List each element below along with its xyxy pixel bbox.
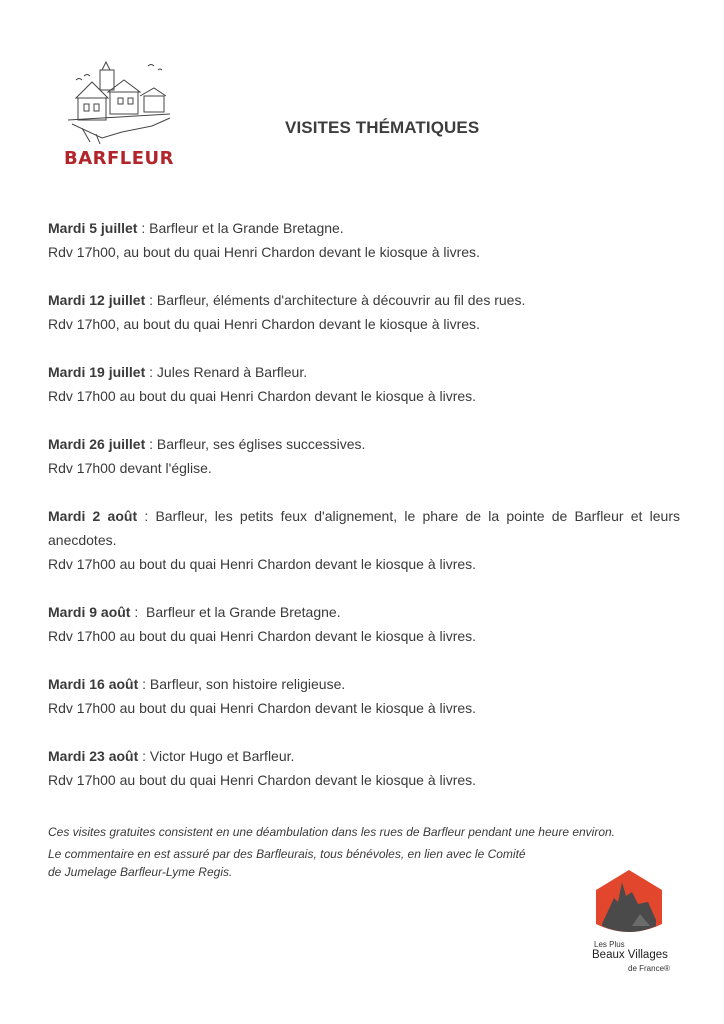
event-topic: : Victor Hugo et Barfleur.	[138, 748, 295, 764]
event-item	[48, 432, 680, 480]
event-item	[48, 744, 680, 792]
logo-line: de France®	[628, 964, 670, 973]
event-date: Mardi 19 juillet	[48, 364, 146, 380]
event-rdv: Rdv 17h00, au bout du quai Henri Chardon devant le kiosque à livres.	[48, 316, 480, 332]
event-rdv: Rdv 17h00 au bout du quai Henri Chardon devant le kiosque à livres.	[48, 556, 477, 572]
plus-beaux-villages-logo	[584, 868, 674, 978]
event-topic: : Barfleur, son histoire religieuse.	[138, 676, 346, 692]
event-rdv: Rdv 17h00 au bout du quai Henri Chardon devant le kiosque à livres.	[48, 388, 477, 404]
event-date: Mardi 26 juillet	[48, 436, 146, 452]
event-topic: : Barfleur, les petits feux d'alignement, le phare de la pointe de Barfleur et leurs anecdotes.	[48, 508, 680, 548]
village-emblem-icon	[592, 868, 666, 938]
event-date: Mardi 12 juillet	[48, 292, 146, 308]
harbor-sketch-icon	[62, 58, 174, 146]
event-topic: : Barfleur et la Grande Bretagne.	[137, 220, 344, 236]
event-rdv: Rdv 17h00 au bout du quai Henri Chardon devant le kiosque à livres.	[48, 772, 477, 788]
event-item	[48, 216, 680, 264]
logo-text: BARFLEUR	[63, 148, 175, 169]
event-topic: : Barfleur, éléments d'architecture à découvrir au fil des rues.	[145, 292, 526, 308]
event-rdv: Rdv 17h00 au bout du quai Henri Chardon devant le kiosque à livres.	[48, 700, 477, 716]
logo-line: Beaux Villages	[592, 949, 668, 961]
footnote-line: de Jumelage Barfleur-Lyme Regis.	[48, 865, 233, 879]
event-rdv: Rdv 17h00 au bout du quai Henri Chardon devant le kiosque à livres.	[48, 628, 477, 644]
event-rdv: Rdv 17h00 devant l'église.	[48, 460, 212, 476]
event-item	[48, 600, 680, 648]
event-topic: : Jules Renard à Barfleur.	[145, 364, 308, 380]
event-rdv: Rdv 17h00, au bout du quai Henri Chardon devant le kiosque à livres.	[48, 244, 480, 260]
footnote-line: Ces visites gratuites consistent en une déambulation dans les rues de Barfleur pendant une heure environ.	[48, 825, 616, 839]
event-item	[48, 504, 680, 576]
event-date: Mardi 2 août	[48, 508, 138, 524]
event-date: Mardi 9 août	[48, 604, 131, 620]
page-title: VISITES THÉMATIQUES	[285, 118, 480, 137]
event-date: Mardi 5 juillet	[48, 220, 138, 236]
event-topic: : Barfleur, ses églises successives.	[145, 436, 366, 452]
event-date: Mardi 23 août	[48, 748, 139, 764]
barfleur-logo	[58, 58, 178, 176]
event-date: Mardi 16 août	[48, 676, 139, 692]
event-item	[48, 672, 680, 720]
event-item	[48, 360, 680, 408]
event-item	[48, 288, 680, 336]
footnote-line: Le commentaire en est assuré par des Barfleurais, tous bénévoles, en lien avec le Comité	[48, 847, 526, 861]
events-list	[48, 216, 680, 816]
event-topic: : Barfleur et la Grande Bretagne.	[130, 604, 341, 620]
logo-line: Les Plus	[594, 940, 625, 949]
